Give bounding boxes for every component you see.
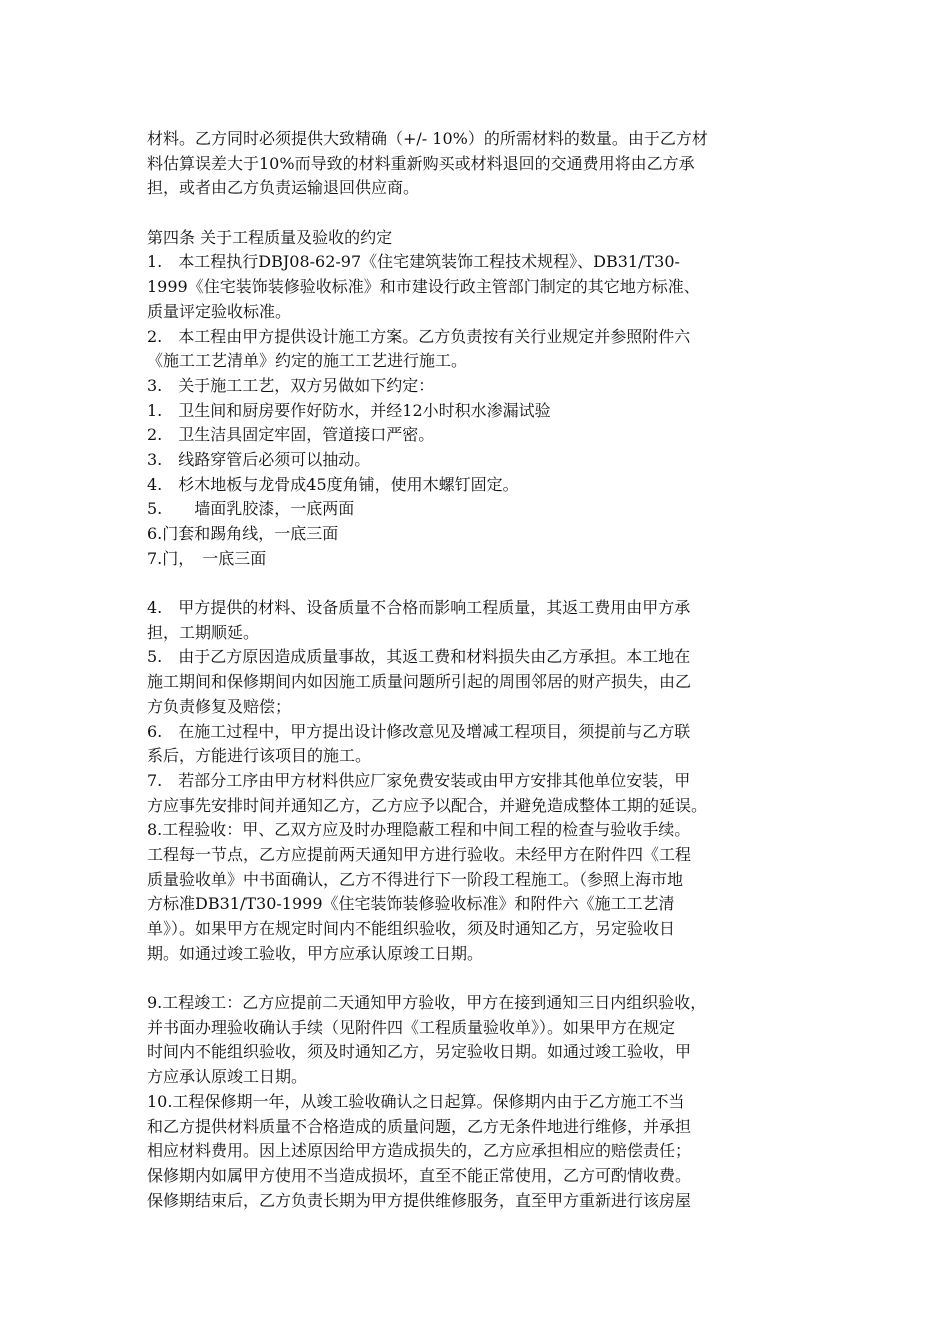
text-line: 质量评定验收标准。: [147, 301, 292, 321]
text-line: 方应事先安排时间并通知乙方，乙方应予以配合，并避免造成整体工期的延误。: [147, 795, 708, 815]
document-body: [147, 127, 807, 1213]
text-line: 6.门套和踢角线，一底三面: [147, 524, 339, 543]
text-line: 2. 本工程由甲方提供设计施工方案。乙方负责按有关行业规定并参照附件六: [147, 326, 691, 346]
text-line: 和乙方提供材料质量不合格造成的质量问题，乙方无条件地进行维修，并承担: [147, 1116, 692, 1136]
text-line: 7. 若部分工序由甲方材料供应厂家免费安装或由甲方安排其他单位安装，甲: [147, 770, 691, 790]
text-line: 3. 关于施工工艺，双方另做如下约定：: [147, 375, 435, 395]
text-line: 5. 墙面乳胶漆，一底两面: [147, 499, 355, 519]
text-line: 2. 卫生洁具固定牢固，管道接口严密。: [147, 425, 435, 445]
text-line: 保修期内如属甲方使用不当造成损坏，直至不能正常使用，乙方可酌情收费。: [147, 1165, 692, 1185]
text-line: 4. 杉木地板与龙骨成45度角铺，使用木螺钉固定。: [147, 474, 519, 494]
text-line: 6. 在施工过程中，甲方提出设计修改意见及增减工程项目，须提前与乙方联: [147, 721, 691, 741]
text-line: 8.工程验收：甲、乙双方应及时办理隐蔽工程和中间工程的检查与验收手续。: [147, 820, 691, 840]
text-line: 方标准DB31/T30-1999《住宅装饰装修验收标准》和附件六《施工工艺清: [147, 894, 675, 914]
text-line: 料估算误差大于10%而导致的材料重新购买或材料退回的交通费用将由乙方承: [147, 153, 695, 173]
text-line: 相应材料费用。因上述原因给甲方造成损失的，乙方应承担相应的赔偿责任；: [147, 1141, 692, 1161]
text-line: 3. 线路穿管后必须可以抽动。: [147, 449, 371, 469]
text-line: 第四条 关于工程质量及验收的约定: [147, 227, 393, 247]
text-line: 时间内不能组织验收，须及时通知乙方，另定验收日期。如通过竣工验收，甲: [147, 1042, 692, 1062]
text-line: 1. 本工程执行DBJ08-62-97《住宅建筑装饰工程技术规程》、DB31/T30-: [147, 252, 680, 272]
text-line: 1999《住宅装饰装修验收标准》和市建设行政主管部门制定的其它地方标准、: [147, 277, 700, 297]
text-line: 4. 甲方提供的材料、设备质量不合格而影响工程质量，其返工费用由甲方承: [147, 598, 691, 618]
text-line: 材料。乙方同时必须提供大致精确（+/- 10%）的所需材料的数量。由于乙方材: [147, 129, 708, 148]
text-line: 保修期结束后，乙方负责长期为甲方提供维修服务，直至甲方重新进行该房屋: [147, 1190, 692, 1210]
text-line: 施工期间和保修期间内如因施工质量问题所引起的周围邻居的财产损失，由乙: [147, 672, 692, 692]
blank-line: [147, 201, 807, 226]
text-line: 方负责修复及赔偿；: [147, 696, 292, 716]
text-line: 7.门， 一底三面: [147, 548, 267, 568]
text-line: 担，或者由乙方负责运输退回供应商。: [147, 178, 420, 198]
text-line: 9.工程竣工：乙方应提前二天通知甲方验收，甲方在接到通知三日内组织验收，: [147, 993, 707, 1013]
text-line: 《施工工艺清单》约定的施工工艺进行施工。: [147, 351, 468, 371]
text-line: 1. 卫生间和厨房要作好防水，并经12小时积水渗漏试验: [147, 400, 551, 420]
text-line: 期。如通过竣工验收，甲方应承认原竣工日期。: [147, 943, 484, 963]
blank-line: [147, 966, 807, 991]
text-line: 并书面办理验收确认手续（见附件四《工程质量验收单》）。如果甲方在规定: [147, 1017, 676, 1037]
text-line: 5. 由于乙方原因造成质量事故，其返工费和材料损失由乙方承担。本工地在: [147, 647, 691, 667]
text-line: 10.工程保修期一年，从竣工验收确认之日起算。保修期内由于乙方施工不当: [147, 1091, 685, 1111]
text-line: 工程每一节点，乙方应提前两天通知甲方进行验收。未经甲方在附件四《工程: [147, 844, 692, 864]
text-line: 质量验收单》中书面确认，乙方不得进行下一阶段工程施工。（参照上海市地: [147, 869, 684, 889]
blank-line: [147, 571, 807, 596]
text-line: 系后，方能进行该项目的施工。: [147, 746, 372, 766]
text-line: 单》）。如果甲方在规定时间内不能组织验收，须及时通知乙方，另定验收日: [147, 919, 676, 938]
text-line: 担，工期顺延。: [147, 622, 260, 642]
text-line: 方应承认原竣工日期。: [147, 1067, 308, 1087]
